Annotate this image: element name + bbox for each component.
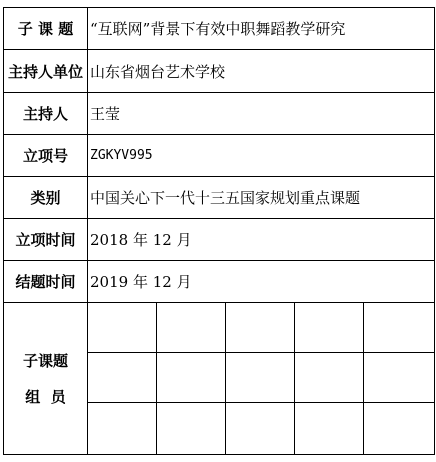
host-unit-value: 山东省烟台艺术学校 [88, 50, 435, 93]
member-cell [157, 403, 226, 455]
member-cell [88, 353, 157, 403]
member-cell [364, 403, 435, 455]
row-start-date [4, 219, 435, 261]
subtopic-value: “互联网”背景下有效中职舞蹈教学研究 [88, 8, 435, 50]
member-cell [88, 303, 157, 353]
start-date-label: 立项时间 [4, 219, 88, 261]
host-label: 主持人 [4, 93, 88, 135]
members-label [4, 303, 88, 455]
end-date-value: 2019 年 12 月 [88, 261, 435, 303]
row-category [4, 177, 435, 219]
row-host [4, 93, 435, 135]
project-info-table [3, 7, 435, 455]
category-value: 中国关心下一代十三五国家规划重点课题 [88, 177, 435, 219]
row-project-number [4, 135, 435, 177]
start-date-value: 2018 年 12 月 [88, 219, 435, 261]
project-number-value: ZGKYV995 [88, 135, 435, 177]
host-unit-label: 主持人单位 [4, 50, 88, 93]
project-number-label: 立项号 [4, 135, 88, 177]
row-end-date [4, 261, 435, 303]
member-cell [295, 403, 364, 455]
host-value: 王莹 [88, 93, 435, 135]
member-cell [157, 303, 226, 353]
row-subtopic [4, 8, 435, 50]
members-label-line2: 组 员 [25, 387, 66, 406]
members-label-line1: 子课题 [22, 351, 68, 370]
category-label: 类别 [4, 177, 88, 219]
members-row [4, 303, 435, 353]
member-cell [88, 403, 157, 455]
subtopic-label: 子 课 题 [4, 8, 88, 50]
member-cell [226, 303, 295, 353]
member-cell [226, 403, 295, 455]
member-cell [364, 303, 435, 353]
member-cell [226, 353, 295, 403]
project-info-form [3, 7, 434, 459]
member-cell [157, 353, 226, 403]
member-cell [295, 353, 364, 403]
member-cell [295, 303, 364, 353]
end-date-label: 结题时间 [4, 261, 88, 303]
member-cell [364, 353, 435, 403]
row-host-unit [4, 50, 435, 93]
